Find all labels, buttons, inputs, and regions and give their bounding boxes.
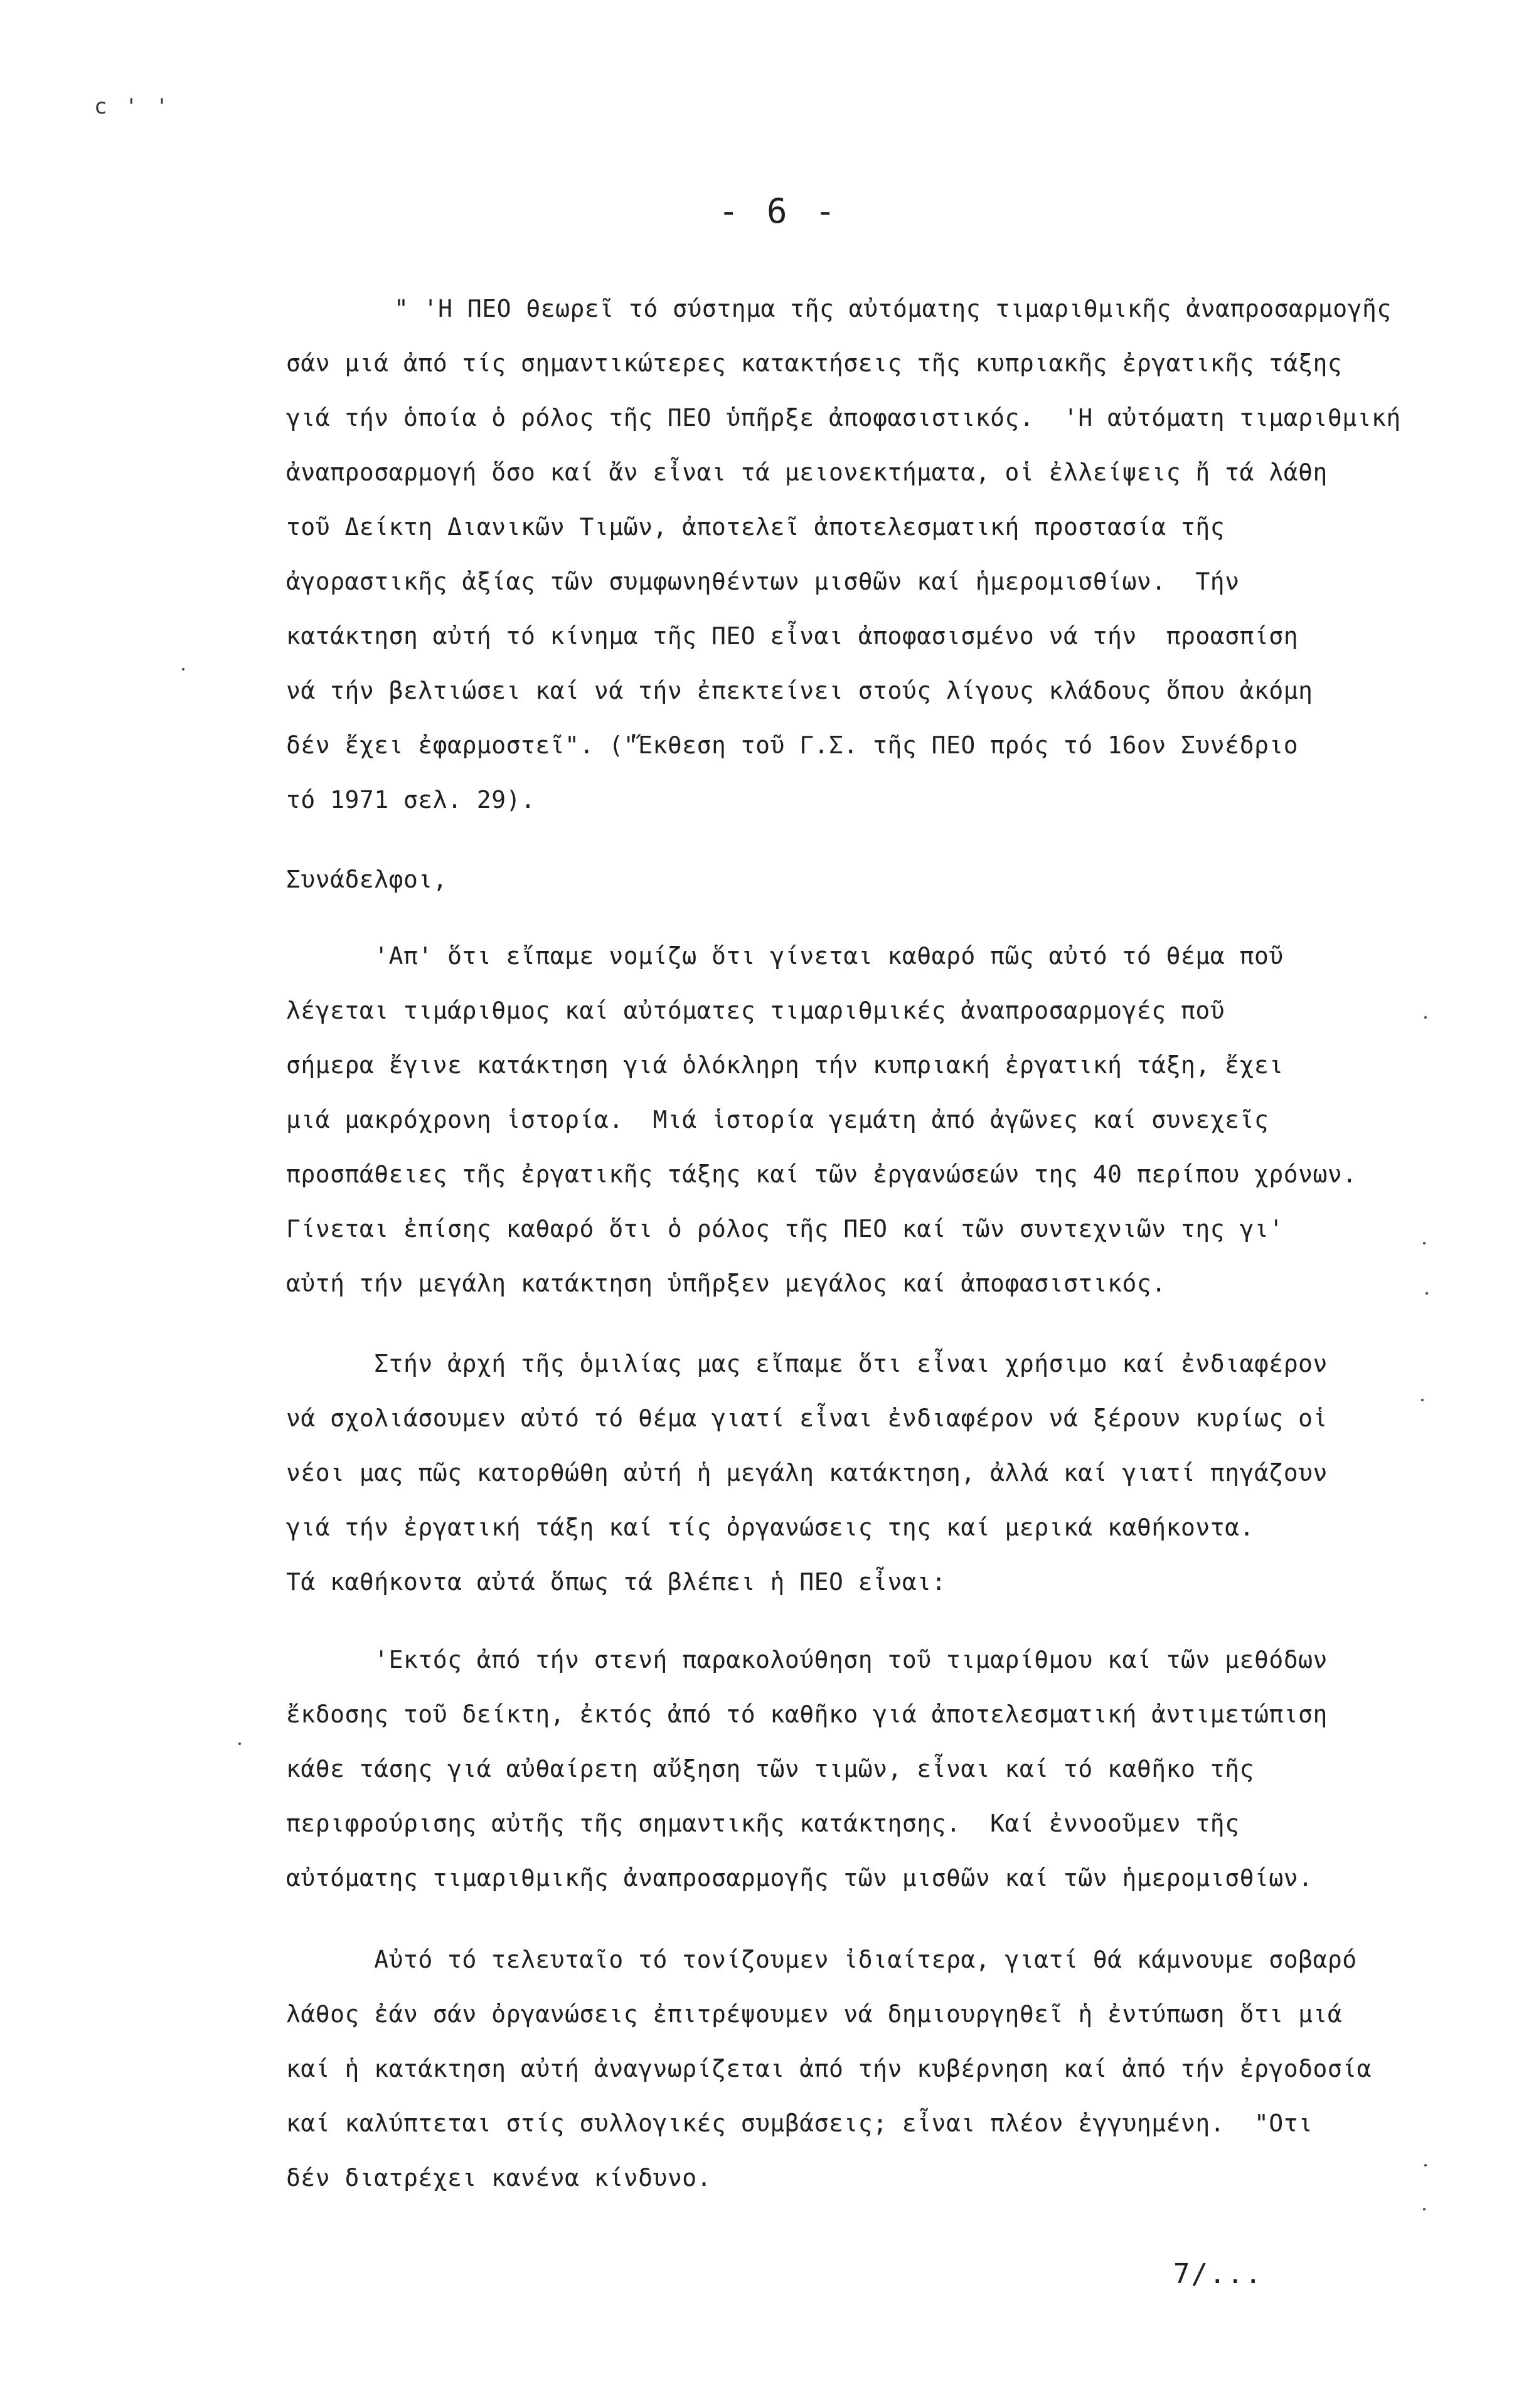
body-line: αὐτόματης τιμαριθμικῆς ἀναπροσαρμογῆς τῶν μισθῶν καί τῶν ἡμερομισθίων. xyxy=(286,1864,1313,1892)
body-line: Τά καθήκοντα αὐτά ὅπως τά βλέπει ἡ ΠΕΟ εἶναι: xyxy=(286,1568,947,1596)
body-line: προσπάθειες τῆς ἐργατικῆς τάξης καί τῶν ἐργανώσεών της 40 περίπου χρόνων. xyxy=(286,1160,1357,1188)
body-line: Στήν ἀρχή τῆς ὁμιλίας μας εἴπαμε ὅτι εἶναι χρήσιμο καί ἐνδιαφέρον xyxy=(286,1350,1328,1377)
body-line: λάθος ἐάν σάν ὀργανώσεις ἐπιτρέψουμεν νά δημιουργηθεῖ ἡ ἐντύπωση ὅτι μιά xyxy=(286,2000,1343,2028)
corner-mark: c ' ' xyxy=(94,94,171,119)
body-line: " 'Η ΠΕΟ θεωρεῖ τό σύστημα τῆς αὐτόματης τιμαριθμικῆς ἀναπροσαρμογῆς xyxy=(394,295,1392,322)
body-line: νά σχολιάσουμεν αὐτό τό θέμα γιατί εἶναι ἐνδιαφέρον νά ξέρουν κυρίως οἱ xyxy=(286,1404,1328,1432)
body-line: γιά τήν ἐργατική τάξη καί τίς ὀργανώσεις της καί μερικά καθήκοντα. xyxy=(286,1514,1254,1541)
body-line: λέγεται τιμάριθμος καί αὐτόματες τιμαριθμικές ἀναπροσαρμογές ποῦ xyxy=(286,997,1225,1024)
body-line: 'Απ' ὅτι εἴπαμε νομίζω ὅτι γίνεται καθαρό πῶς αὐτό τό θέμα ποῦ xyxy=(286,942,1284,970)
body-line: αὐτή τήν μεγάλη κατάκτηση ὑπῆρξεν μεγάλος καί ἀποφασιστικός. xyxy=(286,1270,1166,1297)
body-line: νά τήν βελτιώσει καί νά τήν ἐπεκτείνει στούς λίγους κλάδους ὅπου ἀκόμη xyxy=(286,677,1313,704)
body-line: καί καλύπτεται στίς συλλογικές συμβάσεις; εἶναι πλέον ἐγγυημένη. "Οτι xyxy=(286,2109,1313,2137)
body-line: δέν ἔχει ἐφαρμοστεῖ". ("Ἔκθεση τοῦ Γ.Σ. τῆς ΠΕΟ πρός τό 16ον Συνέδριο xyxy=(286,731,1299,759)
body-line: τοῦ Δείκτη Διανικῶν Τιμῶν, ἀποτελεῖ ἀποτελεσματική προστασία τῆς xyxy=(286,513,1225,541)
body-line: ἔκδοσης τοῦ δείκτη, ἐκτός ἀπό τό καθῆκο γιά ἀποτελεσματική ἀντιμετώπιση xyxy=(286,1700,1328,1728)
page-catchword: 7/... xyxy=(1173,2258,1263,2290)
scan-speck xyxy=(1421,1399,1424,1401)
scan-speck xyxy=(1423,2208,1426,2210)
body-line: σήμερα ἔγινε κατάκτηση γιά ὁλόκληρη τήν κυπριακή ἐργατική τάξη, ἔχει xyxy=(286,1051,1284,1079)
scan-speck xyxy=(182,668,184,671)
scan-speck xyxy=(238,1742,241,1745)
body-line: δέν διατρέχει κανένα κίνδυνο. xyxy=(286,2164,712,2192)
body-line: μιά μακρόχρονη ἱστορία. Μιά ἱστορία γεμάτη ἀπό ἀγῶνες καί συνεχεῖς xyxy=(286,1106,1269,1133)
body-line: τό 1971 σελ. 29). xyxy=(286,786,536,814)
body-line: κάθε τάσης γιά αὐθαίρετη αὔξηση τῶν τιμῶν, εἶναι καί τό καθῆκο τῆς xyxy=(286,1755,1254,1783)
body-line: γιά τήν ὁποία ὁ ρόλος τῆς ΠΕΟ ὑπῆρξε ἀποφασιστικός. 'Η αὐτόματη τιμαριθμική xyxy=(286,404,1401,432)
scan-speck xyxy=(1426,1292,1428,1295)
scan-speck xyxy=(1424,2164,1427,2167)
body-line: 'Εκτός ἀπό τήν στενή παρακολούθηση τοῦ τιμαρίθμου καί τῶν μεθόδων xyxy=(286,1646,1328,1673)
salutation: Συνάδελφοι, xyxy=(286,866,448,893)
body-line: κατάκτηση αὐτή τό κίνημα τῆς ΠΕΟ εἶναι ἀποφασισμένο νά τήν προασπίση xyxy=(286,622,1299,650)
body-line: ἀναπροσαρμογή ὅσο καί ἄν εἶναι τά μειονεκτήματα, οἱ ἐλλείψεις ἤ τά λάθη xyxy=(286,459,1328,486)
body-line: ἀγοραστικῆς ἀξίας τῶν συμφωνηθέντων μισθῶν καί ἡμερομισθίων. Τήν xyxy=(286,568,1240,595)
body-line: καί ἡ κατάκτηση αὐτή ἀναγνωρίζεται ἀπό τήν κυβέρνηση καί ἀπό τήν ἐργοδοσία xyxy=(286,2055,1372,2082)
scan-speck xyxy=(1423,1242,1426,1244)
body-line: Αὐτό τό τελευταῖο τό τονίζουμεν ἰδιαίτερα, γιατί θά κάμνουμε σοβαρό xyxy=(286,1946,1357,1973)
body-line: Γίνεται ἐπίσης καθαρό ὅτι ὁ ρόλος τῆς ΠΕΟ καί τῶν συντεχνιῶν της γι' xyxy=(286,1215,1284,1243)
page-number: - 6 - xyxy=(718,191,839,231)
body-line: νέοι μας πῶς κατορθώθη αὐτή ἡ μεγάλη κατάκτηση, ἀλλά καί γιατί πηγάζουν xyxy=(286,1459,1328,1487)
body-line: περιφρούρισης αὐτῆς τῆς σημαντικῆς κατάκτησης. Καί ἐννοοῦμεν τῆς xyxy=(286,1810,1240,1837)
scan-speck xyxy=(1424,1016,1427,1019)
body-line: σάν μιά ἀπό τίς σημαντικώτερες κατακτήσεις τῆς κυπριακῆς ἐργατικῆς τάξης xyxy=(286,349,1343,377)
